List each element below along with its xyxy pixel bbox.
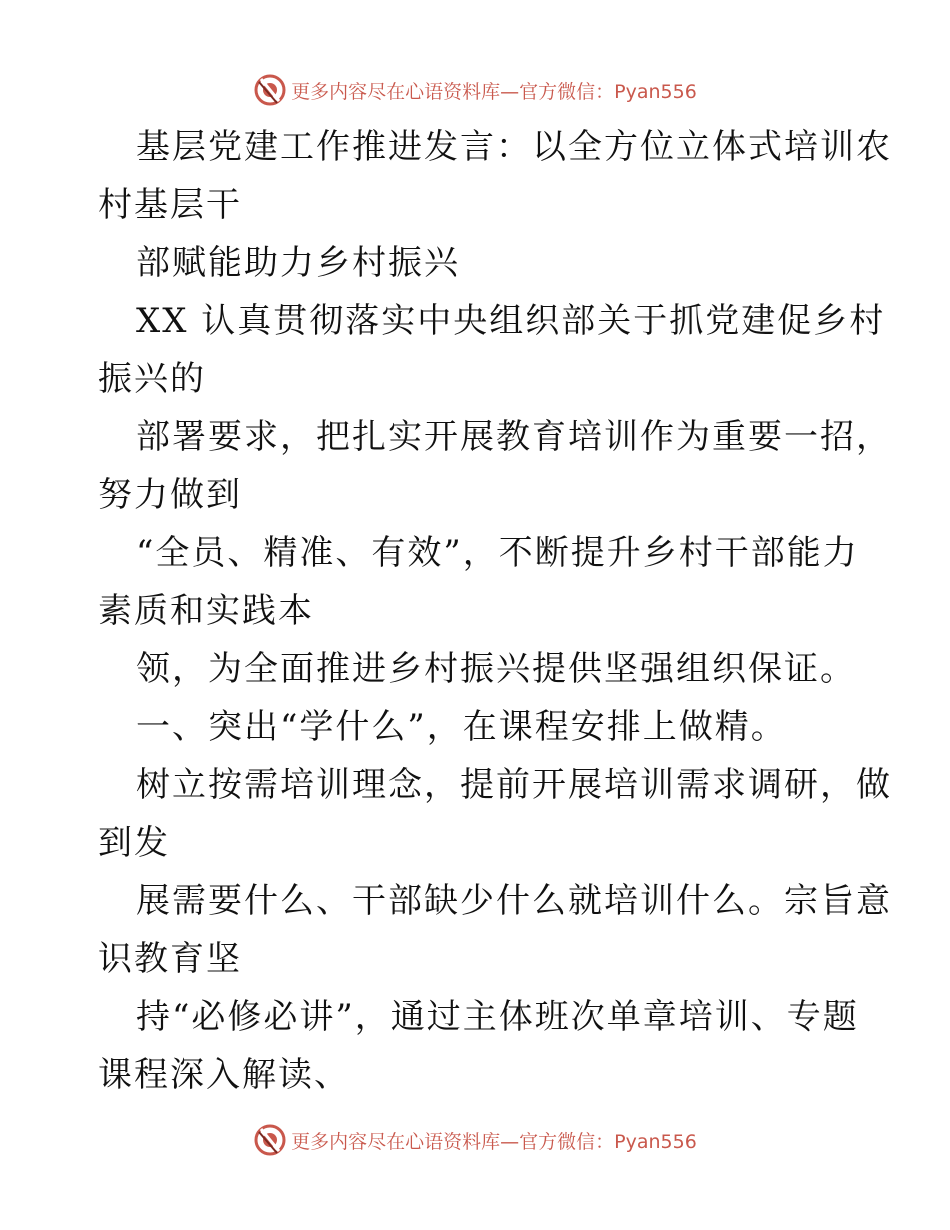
header-watermark	[0, 70, 950, 110]
watermark-text: 更多内容尽在心语资料库—官方微信：Pyan556	[291, 80, 697, 103]
document-line: 部赋能助力乡村振兴	[136, 243, 460, 283]
logo-icon	[253, 73, 287, 107]
document-line: 基层党建工作推进发言：以全方位立体式培训农	[136, 127, 892, 167]
document-line: 部署要求，把扎实开展教育培训作为重要一招，	[136, 417, 892, 457]
document-line: “全员、精准、有效”，不断提升乡村干部能力	[136, 533, 859, 573]
document-line: 素质和实践本	[98, 591, 314, 631]
document-line: 树立按需培训理念，提前开展培训需求调研，做	[136, 765, 892, 805]
document-line: 村基层干	[98, 185, 242, 225]
document-line: 领，为全面推进乡村振兴提供坚强组织保证。	[136, 649, 856, 689]
document-line: 课程深入解读、	[98, 1055, 350, 1095]
document-line: 振兴的	[98, 359, 206, 399]
footer-watermark	[0, 1120, 950, 1160]
document-line: 努力做到	[98, 475, 242, 515]
document-line: 一、突出“学什么”，在课程安排上做精。	[136, 707, 787, 747]
document-body	[98, 118, 892, 1104]
document-line: 到发	[98, 823, 170, 863]
watermark-text: 更多内容尽在心语资料库—官方微信：Pyan556	[291, 1130, 697, 1153]
logo-icon	[253, 1123, 287, 1157]
document-line: 持“必修必讲”，通过主体班次单章培训、专题	[136, 997, 859, 1037]
document-line: 识教育坚	[98, 939, 242, 979]
document-line: 展需要什么、干部缺少什么就培训什么。宗旨意	[136, 881, 892, 921]
document-line: XX 认真贯彻落实中央组织部关于抓党建促乡村	[136, 301, 886, 341]
